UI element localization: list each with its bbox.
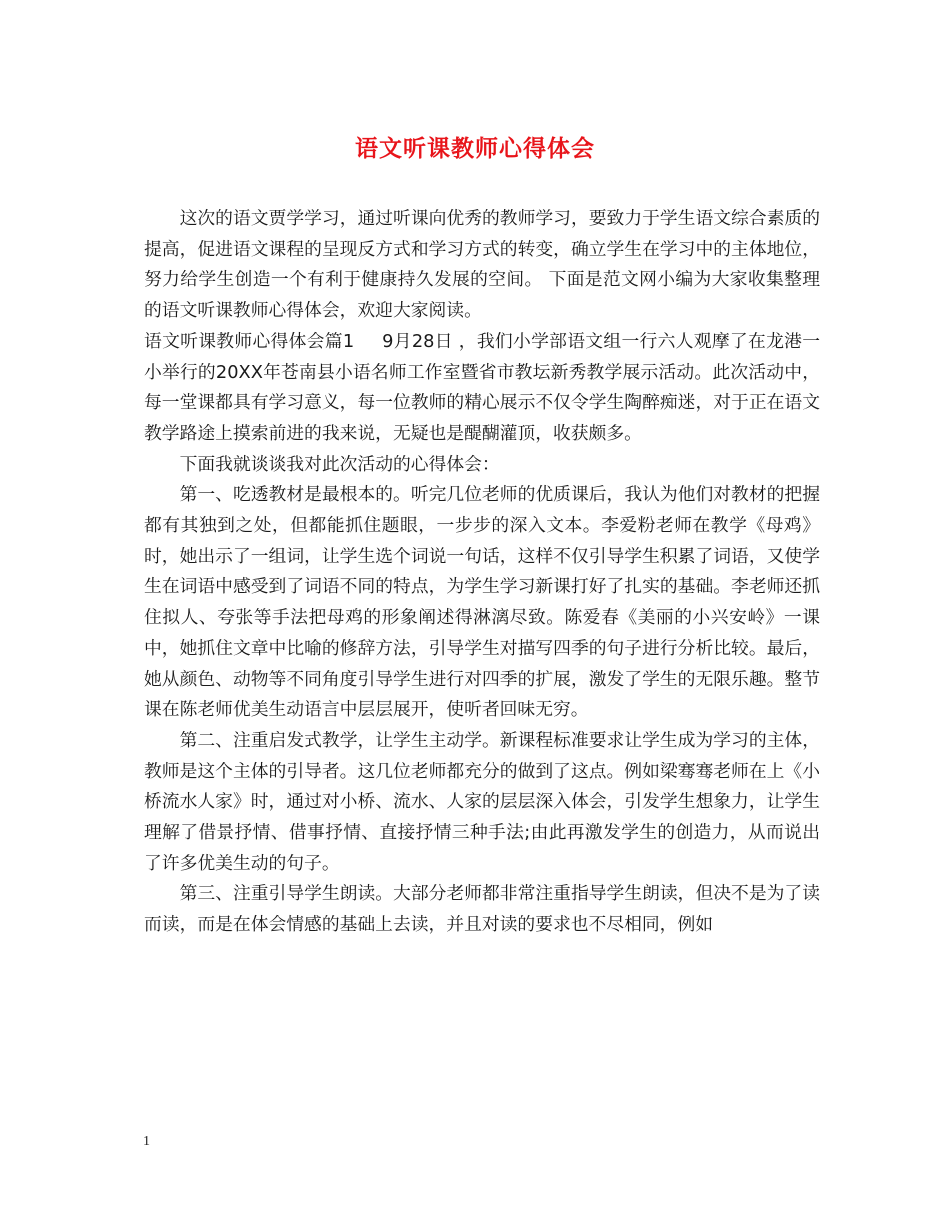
document-title: 语文听课教师心得体会 <box>355 135 595 162</box>
body-paragraph: 下面我就谈谈我对此次活动的心得体会： <box>179 453 500 475</box>
body-paragraph: 第一、吃透教材是最根本的。听完几位老师的优质课后，我认为他们对教材的把握都有其独到之处，但都能抓住题眼，一步步的深入文本。李爱粉老师在教学《母鸡》时，她出示了一组词，让学生选个词说一句话，这样不仅引导学生积累了词语，又使学生在词语中感受到了词语不同的特点，为学生学习新课打好了扎实的基础。李老师还抓住拟人、夸张等手法把母鸡的形象阐述得淋漓尽致。陈爱春《美丽的小兴安岭》一课中，她抓住文章中比喻的修辞方法，引导学生对描写四季的句子进行分析比较。最后，她从颜色、动物等不同角度引导学生进行对四季的扩展，激发了学生的无限乐趣。整节课在陈老师优美生动语言中层层展开，使听者回味无穷。 <box>144 484 820 721</box>
body-paragraph: 第二、注重启发式教学，让学生主动学。新课程标准要求让学生成为学习的主体，教师是这个主体的引导者。这几位老师都充分的做到了这点。例如梁骞骞老师在上《小桥流水人家》时，通过对小桥、流水、人家的层层深入体会，引发学生想象力，让学生理解了借景抒情、借事抒情、直接抒情三种手法;由此再激发学生的创造力，从而说出了许多优美生动的句子。 <box>144 729 820 874</box>
page-number: 1 <box>143 1134 150 1149</box>
intro-paragraph: 这次的语文贾学学习，通过听课向优秀的教师学习，要致力于学生语文综合素质的提高，促进语文课程的呈现反方式和学习方式的转变，确立学生在学习中的主体地位，努力给学生创造一个有利于健康持久发展的空间。 下面是范文网小编为大家收集整理的语文听课教师心得体会，欢迎大家阅读。 <box>144 208 820 322</box>
body-paragraph: 第三、注重引导学生朗读。大部分老师都非常注重指导学生朗读，但决不是为了读而读，而是在体会情感的基础上去读，并且对读的要求也不尽相同，例如 <box>144 883 820 936</box>
section-heading: 语文听课教师心得体会篇1 <box>144 330 355 352</box>
section-text: 9月28日 ，我们小学部语文组一行六人观摩了在龙港一小举行的20XX年苍南县小语名师工作室暨省市教坛新秀教学展示活动。此次活动中，每一堂课都具有学习意义，每一位教师的精心展示不仅令学生陶醉痴迷，对于正在语文教学路途上摸索前进的我来说，无疑也是醍醐灌顶，收获颇多。 <box>144 330 820 444</box>
document-body <box>144 204 820 941</box>
section-paragraph <box>144 327 820 450</box>
